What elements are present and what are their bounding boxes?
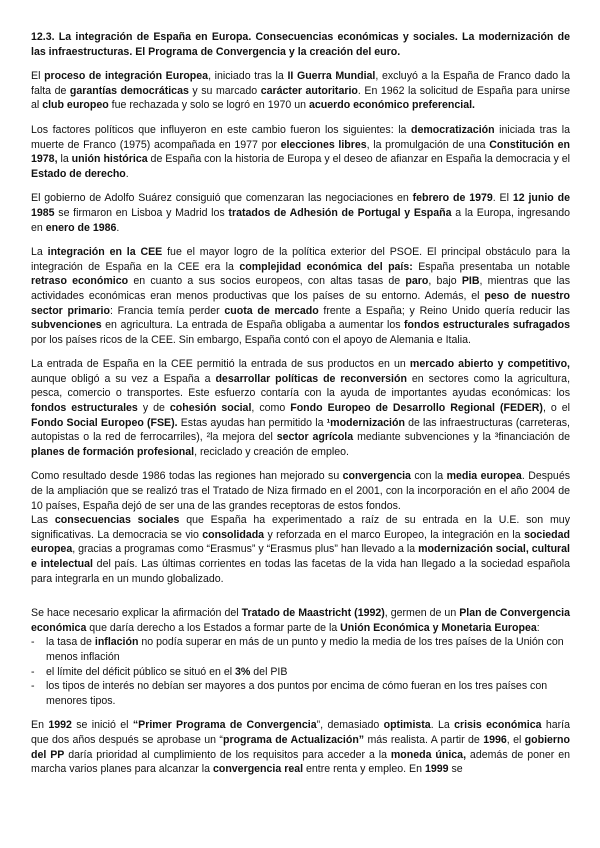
list-item-inflacion: - la tasa de inflación no podía superar en más de un punto y medio la media de los tres países de la Unión con menos inflación — [31, 635, 570, 664]
paragraph-convergencia: Como resultado desde 1986 todas las regiones han mejorado su convergencia con la media europea. Después de la ampliación que se realizó tras el Tratado de Niza firmado en el 2001, con la incorporación en el año 2004 de 10 países, España dejó de ser una de las grandes receptoras de estos fondos. — [31, 470, 571, 512]
list-item-tipos-interes: - los tipos de interés no debían ser mayores a dos puntos por encima de cómo fueran en los tres países con menores tipos. — [31, 679, 570, 708]
paragraph-proceso-integracion: El proceso de integración Europea, iniciado tras la II Guerra Mundial, excluyó a la España de Franco dado la falta de garantías democráticas y su marcado carácter autoritario. En 1962 la solicitud de España para unirse al club europeo fue rechazada y solo se logró en 1970 un acuerdo económico preferencial. — [31, 70, 571, 112]
paragraph-consecuencias-sociales: Las consecuencias sociales que España ha experimentado a raíz de su entrada en la U.E. son muy significativas. La democracia se vio consolidada y reforzada en el marco Europeo, la integración en la sociedad europea, gracias a programas como “Erasmus” y “Erasmus plus” han llevado a la modernización social, cultural e intelectual del país. Las últimas corrientes en todas las facetas de la vida han llegado a la sociedad española para integrarla en un mundo globalizado. — [31, 514, 570, 585]
spacer — [31, 596, 570, 606]
document-title: 12.3. La integración de España en Europa. Consecuencias económicas y sociales. La modernización de las infraestructuras. El Programa de Convergencia y la creación del euro. — [31, 31, 570, 58]
paragraph-negociaciones: El gobierno de Adolfo Suárez consiguió que comenzaran las negociaciones en febrero de 1979. El 12 junio de 1985 se firmaron en Lisboa y Madrid los tratados de Adhesión de Portugal y España a la Europa, ingresando en enero de 1986. — [31, 192, 570, 234]
paragraph-programa-convergencia: En 1992 se inició el “Primer Programa de Convergencia”, demasiado optimista. La crisis económica haría que dos años después se aprobase un “programa de Actualización” más realista. A partir de 1996, el gobierno del PP daría prioridad al cumplimiento de los requisitos para acceder a la moneda única, además de poner en marcha varios planes para alcanzar la convergencia real entre renta y empleo. En 1999 se — [31, 719, 570, 776]
paragraph-integracion-cee: La integración en la CEE fue el mayor logro de la política exterior del PSOE. El principal obstáculo para la integración de España en la CEE era la complejidad económica del país: España presentaba un notable retraso económico en cuanto a sus socios europeos, con altas tasas de paro, bajo PIB, mientras que las actividades económicas eran menos productivas que los países de su entorno. Además, el peso de nuestro sector primario: Francia temía perder cuota de mercado frente a España; y Reino Unido quería reducir las subvenciones en agricultura. La entrada de España obligaba a aumentar los fondos estructurales sufragados por los países ricos de la CEE. Sin embargo, España contó con el apoyo de Alemania e Italia. — [31, 246, 571, 346]
list-item-deficit: - el límite del déficit público se situó en el 3% del PIB — [31, 665, 570, 680]
paragraph-factores-politicos: Los factores políticos que influyeron en este cambio fueron los siguientes: la democratización iniciada tras la muerte de Franco (1975) acompañada en 1977 por elecciones libres, la promulgación de una Constitución en 1978, la unión histórica de España con la historia de Europa y el deseo de afianzar en España la democracia y el Estado de derecho. — [31, 123, 571, 180]
paragraph-mercado-abierto: La entrada de España en la CEE permitió la entrada de sus productos en un mercado abierto y competitivo, aunque obligó a su vez a España a desarrollar políticas de reconversión en sectores como la agricultura, pesca, comercio o transportes. Este esfuerzo contaría con la ayuda de importantes ayudas económicas: los fondos estructurales y de cohesión social, como Fondo Europeo de Desarrollo Regional (FEDER), o el Fondo Social Europeo (FSE). Estas ayudas han permitido la ¹modernización de las infraestructuras (carreteras, autopistas o la red de ferrocarriles), ²la mejora del sector agrícola mediante subvenciones y la ³financiación de planes de formación profesional, reciclado y creación de empleo. — [31, 358, 571, 458]
convergence-criteria-list — [31, 635, 570, 708]
paragraph-maastricht: Se hace necesario explicar la afirmación del Tratado de Maastricht (1992), germen de un Plan de Convergencia económica que daría derecho a los Estados a formar parte de la Unión Económica y Monetaria Europea: — [31, 607, 570, 634]
